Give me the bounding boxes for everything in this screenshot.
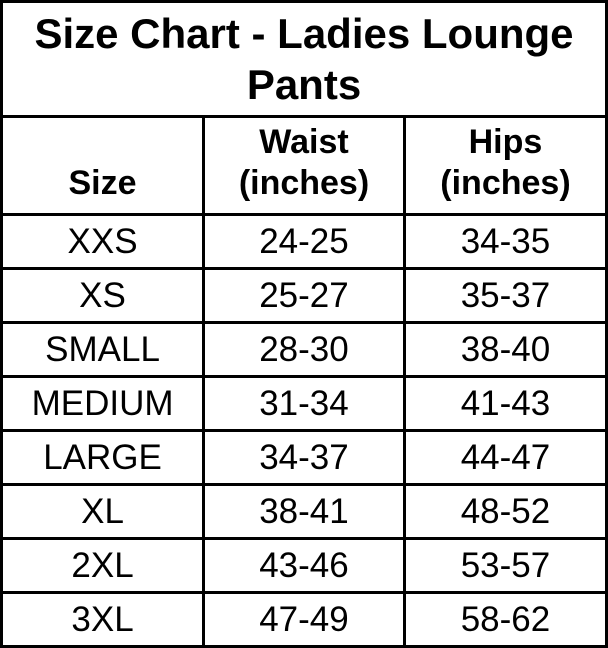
size-table-body (2, 214, 607, 646)
hips-cell: 53-57 (404, 538, 606, 592)
table-row (2, 376, 607, 430)
header-row (2, 117, 607, 215)
hips-cell: 35-37 (404, 268, 606, 322)
size-cell: XL (2, 484, 204, 538)
waist-cell: 24-25 (204, 214, 405, 268)
size-cell: LARGE (2, 430, 204, 484)
waist-cell: 28-30 (204, 322, 405, 376)
waist-cell: 25-27 (204, 268, 405, 322)
hips-cell: 34-35 (404, 214, 606, 268)
table-row (2, 214, 607, 268)
hips-cell: 41-43 (404, 376, 606, 430)
table-row (2, 484, 607, 538)
hips-cell: 38-40 (404, 322, 606, 376)
size-cell: MEDIUM (2, 376, 204, 430)
hips-cell: 58-62 (404, 592, 606, 646)
waist-cell: 47-49 (204, 592, 405, 646)
size-cell: XXS (2, 214, 204, 268)
hips-cell: 44-47 (404, 430, 606, 484)
table-row (2, 268, 607, 322)
size-cell: XS (2, 268, 204, 322)
table-title: Size Chart - Ladies Lounge Pants (2, 2, 607, 117)
waist-cell: 31-34 (204, 376, 405, 430)
title-row (2, 2, 607, 117)
column-header-waist: Waist (inches) (204, 117, 405, 215)
waist-cell: 34-37 (204, 430, 405, 484)
size-cell: 3XL (2, 592, 204, 646)
hips-cell: 48-52 (404, 484, 606, 538)
table-row (2, 322, 607, 376)
table-row (2, 538, 607, 592)
size-cell: 2XL (2, 538, 204, 592)
waist-cell: 43-46 (204, 538, 405, 592)
table-row (2, 430, 607, 484)
waist-cell: 38-41 (204, 484, 405, 538)
size-cell: SMALL (2, 322, 204, 376)
column-header-hips: Hips (inches) (404, 117, 606, 215)
column-header-size: Size (2, 117, 204, 215)
table-row (2, 592, 607, 646)
